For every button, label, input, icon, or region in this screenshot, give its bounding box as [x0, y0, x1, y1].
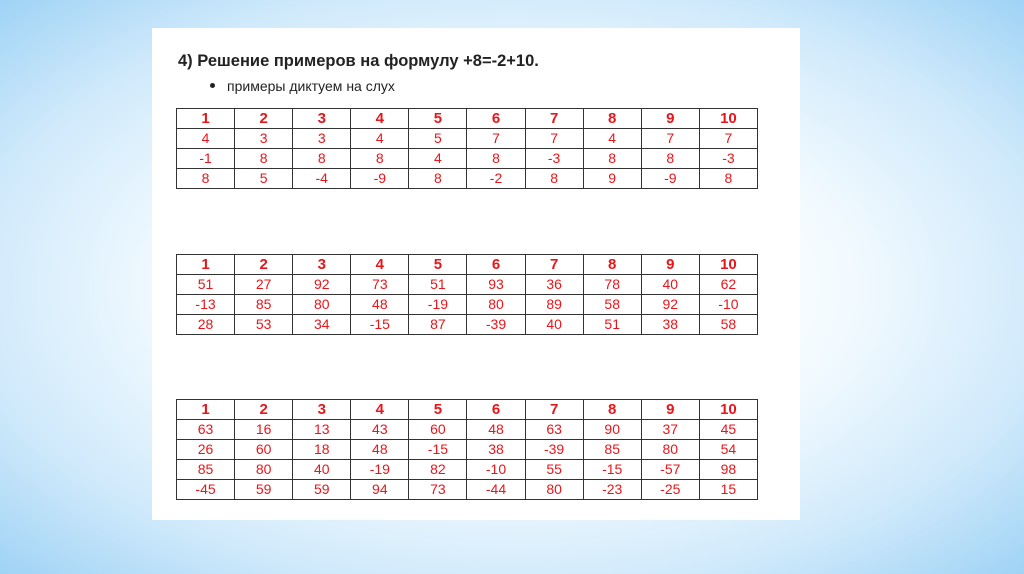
column-number-cell: 2 — [235, 255, 293, 275]
column-number-cell: 3 — [293, 400, 351, 420]
column-number-cell: 4 — [351, 109, 409, 129]
table-cell: 16 — [235, 420, 293, 440]
table-cell: 78 — [583, 275, 641, 295]
table-cell: 85 — [235, 295, 293, 315]
table-cell: -4 — [293, 169, 351, 189]
column-number-cell: 1 — [177, 109, 235, 129]
table-cell: -3 — [699, 149, 757, 169]
table-cell: 4 — [409, 149, 467, 169]
table-cell: 3 — [293, 129, 351, 149]
column-number-cell: 1 — [177, 255, 235, 275]
table-row — [177, 440, 758, 460]
table-cell: 45 — [699, 420, 757, 440]
table-cell: 40 — [293, 460, 351, 480]
table-cell: 26 — [177, 440, 235, 460]
table-cell: -3 — [525, 149, 583, 169]
table-cell: 60 — [409, 420, 467, 440]
table-cell: 8 — [409, 169, 467, 189]
table-cell: 38 — [641, 315, 699, 335]
table-cell: 8 — [699, 169, 757, 189]
table-cell: 85 — [177, 460, 235, 480]
table-cell: 80 — [641, 440, 699, 460]
table-cell: -9 — [351, 169, 409, 189]
table-cell: 51 — [409, 275, 467, 295]
column-number-cell: 9 — [641, 109, 699, 129]
subtitle-text: примеры диктуем на слух — [227, 78, 395, 94]
table-cell: 59 — [235, 480, 293, 500]
column-number-cell: 10 — [699, 400, 757, 420]
table-cell: 8 — [235, 149, 293, 169]
table-cell: 48 — [351, 295, 409, 315]
table-cell: -15 — [409, 440, 467, 460]
column-number-cell: 10 — [699, 109, 757, 129]
table-row — [177, 295, 758, 315]
table-cell: 8 — [525, 169, 583, 189]
column-number-cell: 5 — [409, 109, 467, 129]
table-cell: 51 — [583, 315, 641, 335]
bullet-item — [210, 78, 395, 94]
column-number-cell: 2 — [235, 400, 293, 420]
table-cell: 7 — [641, 129, 699, 149]
table-header-row — [177, 255, 758, 275]
column-number-cell: 5 — [409, 400, 467, 420]
table-cell: -19 — [409, 295, 467, 315]
column-number-cell: 8 — [583, 255, 641, 275]
table-cell: 63 — [177, 420, 235, 440]
table-cell: -19 — [351, 460, 409, 480]
table-cell: 54 — [699, 440, 757, 460]
table-cell: 8 — [293, 149, 351, 169]
table-cell: 80 — [525, 480, 583, 500]
column-number-cell: 9 — [641, 400, 699, 420]
table-cell: 5 — [235, 169, 293, 189]
table-row — [177, 460, 758, 480]
table-row — [177, 275, 758, 295]
table-cell: 15 — [699, 480, 757, 500]
table-cell: 4 — [351, 129, 409, 149]
column-number-cell: 4 — [351, 400, 409, 420]
column-number-cell: 6 — [467, 400, 525, 420]
table-cell: 7 — [525, 129, 583, 149]
table-cell: 73 — [409, 480, 467, 500]
bullet-icon — [210, 83, 215, 88]
table-cell: 80 — [235, 460, 293, 480]
table-cell: 7 — [699, 129, 757, 149]
table-row — [177, 480, 758, 500]
table-cell: -39 — [525, 440, 583, 460]
table-cell: 36 — [525, 275, 583, 295]
table-cell: 63 — [525, 420, 583, 440]
table-row — [177, 315, 758, 335]
table-cell: 62 — [699, 275, 757, 295]
column-number-cell: 3 — [293, 109, 351, 129]
table-cell: 60 — [235, 440, 293, 460]
column-number-cell: 8 — [583, 109, 641, 129]
table-cell: -1 — [177, 149, 235, 169]
column-number-cell: 6 — [467, 109, 525, 129]
table-cell: -10 — [699, 295, 757, 315]
table-cell: 58 — [583, 295, 641, 315]
column-number-cell: 10 — [699, 255, 757, 275]
column-number-cell: 8 — [583, 400, 641, 420]
table-cell: 8 — [583, 149, 641, 169]
table-cell: -9 — [641, 169, 699, 189]
table-cell: 27 — [235, 275, 293, 295]
table-cell: 5 — [409, 129, 467, 149]
column-number-cell: 6 — [467, 255, 525, 275]
table-cell: -39 — [467, 315, 525, 335]
slide-page — [152, 28, 800, 520]
table-cell: 87 — [409, 315, 467, 335]
table-cell: -57 — [641, 460, 699, 480]
table-cell: 98 — [699, 460, 757, 480]
table-cell: 8 — [467, 149, 525, 169]
table-cell: 80 — [293, 295, 351, 315]
table-cell: 8 — [641, 149, 699, 169]
table-cell: 92 — [293, 275, 351, 295]
table-cell: 8 — [351, 149, 409, 169]
column-number-cell: 2 — [235, 109, 293, 129]
table-cell: 85 — [583, 440, 641, 460]
table-cell: 40 — [525, 315, 583, 335]
table-cell: 4 — [583, 129, 641, 149]
examples-table-3 — [176, 399, 758, 500]
column-number-cell: 7 — [525, 255, 583, 275]
table-cell: 92 — [641, 295, 699, 315]
table-header-row — [177, 400, 758, 420]
table-cell: -13 — [177, 295, 235, 315]
table-cell: -15 — [351, 315, 409, 335]
table-cell: 82 — [409, 460, 467, 480]
table-cell: 73 — [351, 275, 409, 295]
table-row — [177, 149, 758, 169]
table-header-row — [177, 109, 758, 129]
table-cell: -44 — [467, 480, 525, 500]
table-cell: 40 — [641, 275, 699, 295]
table-cell: 28 — [177, 315, 235, 335]
table-cell: 37 — [641, 420, 699, 440]
table-cell: -10 — [467, 460, 525, 480]
table-cell: 93 — [467, 275, 525, 295]
table-cell: -25 — [641, 480, 699, 500]
table-cell: 43 — [351, 420, 409, 440]
table-cell: 18 — [293, 440, 351, 460]
column-number-cell: 5 — [409, 255, 467, 275]
table-cell: 48 — [351, 440, 409, 460]
column-number-cell: 7 — [525, 109, 583, 129]
table-cell: 8 — [177, 169, 235, 189]
table-cell: 51 — [177, 275, 235, 295]
examples-table-1 — [176, 108, 758, 189]
table-cell: 94 — [351, 480, 409, 500]
table-cell: 53 — [235, 315, 293, 335]
table-cell: -45 — [177, 480, 235, 500]
table-cell: 4 — [177, 129, 235, 149]
table-cell: 3 — [235, 129, 293, 149]
table-cell: -2 — [467, 169, 525, 189]
column-number-cell: 9 — [641, 255, 699, 275]
table-cell: 34 — [293, 315, 351, 335]
slide-title: 4) Решение примеров на формулу +8=-2+10. — [178, 52, 539, 70]
table-cell: 89 — [525, 295, 583, 315]
column-number-cell: 7 — [525, 400, 583, 420]
table-cell: 80 — [467, 295, 525, 315]
table-cell: 13 — [293, 420, 351, 440]
table-row — [177, 420, 758, 440]
table-cell: -23 — [583, 480, 641, 500]
column-number-cell: 4 — [351, 255, 409, 275]
table-cell: 58 — [699, 315, 757, 335]
column-number-cell: 3 — [293, 255, 351, 275]
table-cell: 38 — [467, 440, 525, 460]
table-cell: 7 — [467, 129, 525, 149]
table-cell: 9 — [583, 169, 641, 189]
table-cell: 48 — [467, 420, 525, 440]
table-cell: -15 — [583, 460, 641, 480]
table-cell: 55 — [525, 460, 583, 480]
examples-table-2 — [176, 254, 758, 335]
table-row — [177, 169, 758, 189]
table-cell: 59 — [293, 480, 351, 500]
table-cell: 90 — [583, 420, 641, 440]
column-number-cell: 1 — [177, 400, 235, 420]
table-row — [177, 129, 758, 149]
